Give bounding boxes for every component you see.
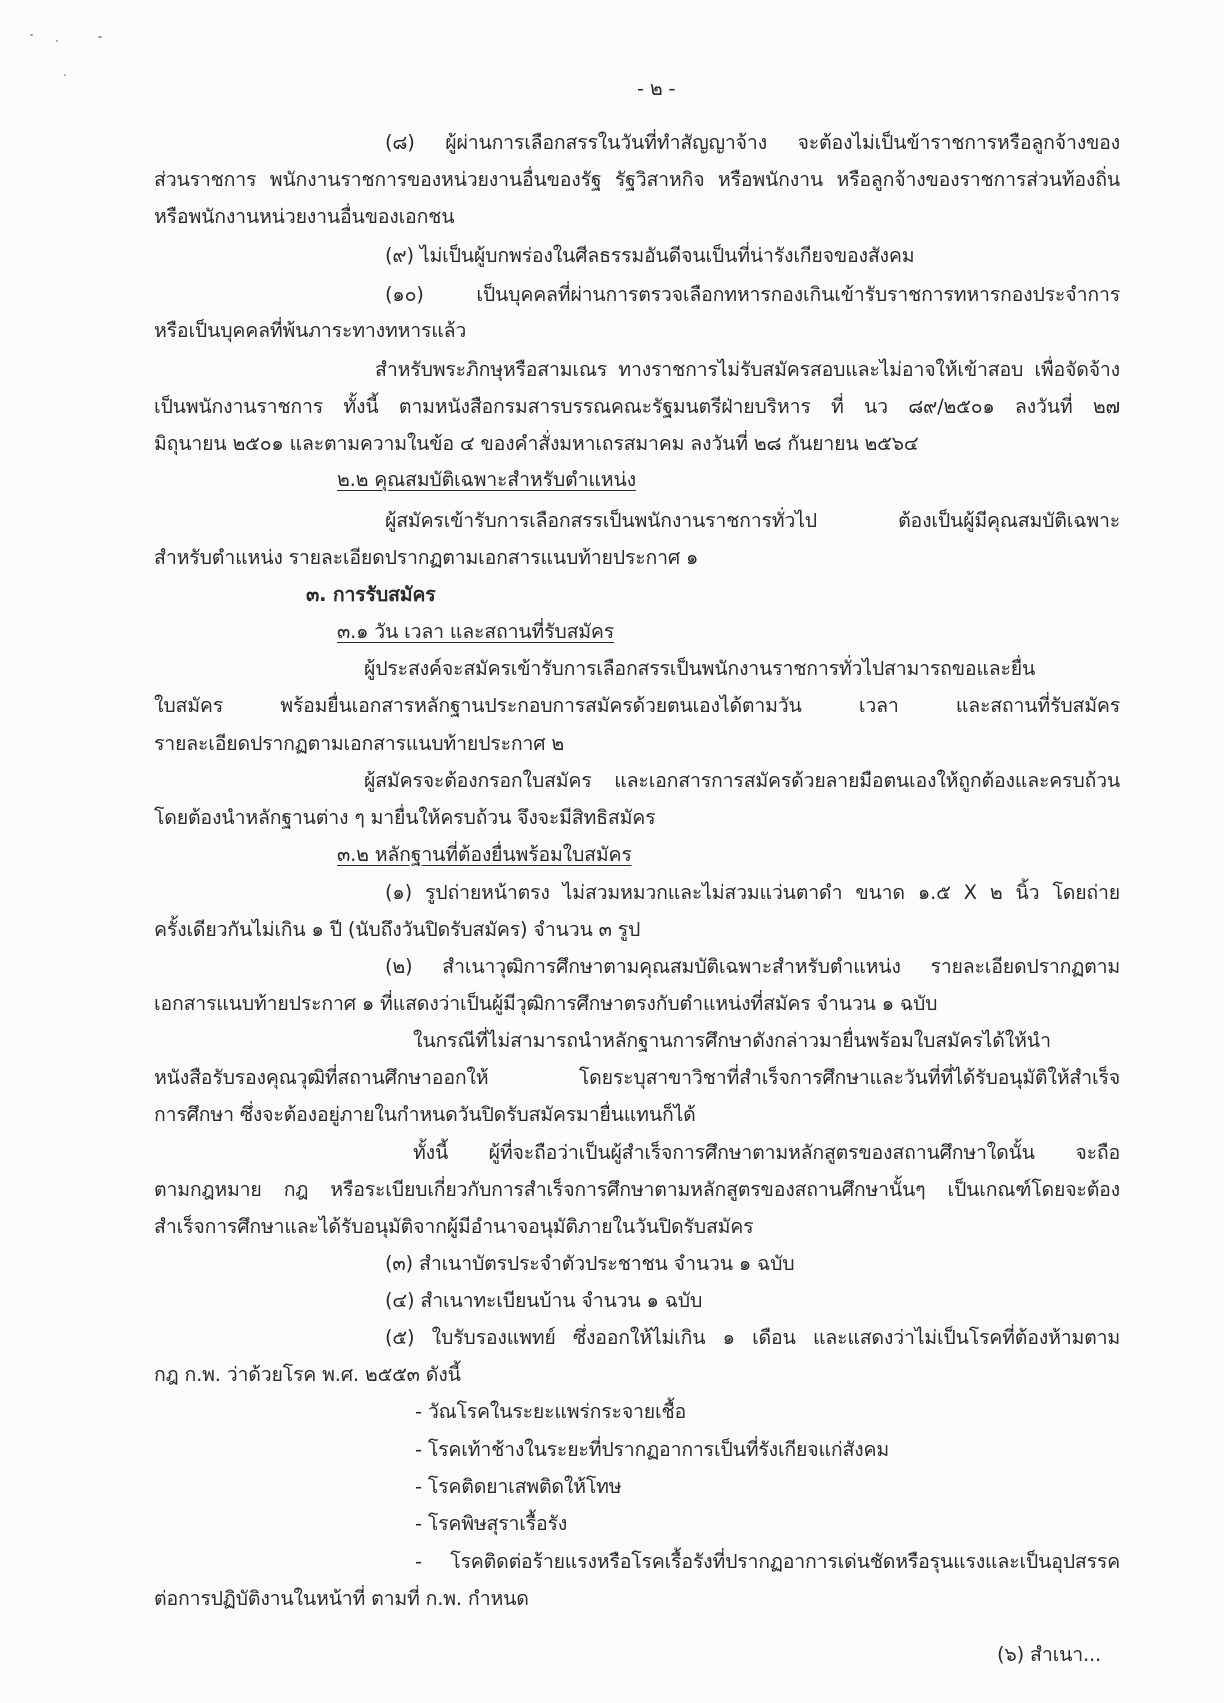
text-line: (๔) สำเนาทะเบียนบ้าน จำนวน ๑ ฉบับ [385, 1289, 703, 1312]
text-line: ครั้งเดียวกันไม่เกิน ๑ ปี (นับถึงวันปิดรับสมัคร) จำนวน ๓ รูป [154, 918, 641, 941]
list-item: - โรคติดยาเสพติดให้โทษ [415, 1475, 622, 1498]
text-line: รายละเอียดปรากฏตามเอกสารแนบท้ายประกาศ ๒ [154, 732, 565, 755]
section-heading: ๓. การรับสมัคร [306, 583, 436, 606]
text-line: ส่วนราชการ พนักงานราชการของหน่วยงานอื่นของรัฐ รัฐวิสาหกิจ หรือพนักงาน หรือลูกจ้างของราชการส่วนท้องถิ่น [154, 168, 1120, 191]
text-line: (๘) ผู้ผ่านการเลือกสรรในวันที่ทำสัญญาจ้าง จะต้องไม่เป็นข้าราชการหรือลูกจ้างของ [385, 131, 1120, 154]
text-line: (๓) สำเนาบัตรประจำตัวประชาชน จำนวน ๑ ฉบับ [385, 1252, 795, 1275]
list-item: - วัณโรคในระยะแพร่กระจายเชื้อ [415, 1400, 687, 1423]
list-item: - โรคเท้าช้างในระยะที่ปรากฏอาการเป็นที่รังเกียจแก่สังคม [415, 1438, 889, 1461]
text-line: เอกสารแนบท้ายประกาศ ๑ ที่แสดงว่าเป็นผู้มีวุฒิการศึกษาตรงกับตำแหน่งที่สมัคร จำนวน ๑ ฉบับ [154, 992, 938, 1015]
continuation-marker: (๖) สำเนา... [997, 1643, 1101, 1666]
text-line: สำหรับตำแหน่ง รายละเอียดปรากฏตามเอกสารแนบท้ายประกาศ ๑ [154, 546, 699, 569]
text-line: (๑๐) เป็นบุคคลที่ผ่านการตรวจเลือกทหารกองเกินเข้ารับราชการทหารกองประจำการ [385, 283, 1120, 306]
text-line: ตามกฎหมาย กฎ หรือระเบียบเกี่ยวกับการสำเร็จการศึกษาตามหลักสูตรของสถานศึกษานั้นๆ เป็นเกณฑ์โดยจะต้อง [154, 1178, 1120, 1201]
text-line: หนังสือรับรองคุณวุฒิที่สถานศึกษาออกให้ โดยระบุสาขาวิชาที่สำเร็จการศึกษาและวันที่ที่ได้รับอนุมัติให้สำเร็จ [154, 1066, 1120, 1089]
text-line: ใบสมัคร พร้อมยื่นเอกสารหลักฐานประกอบการสมัครด้วยตนเองได้ตามวัน เวลา และสถานที่รับสมัคร [154, 694, 1120, 717]
text-line: หรือพนักงานหน่วยงานอื่นของเอกชน [154, 205, 455, 228]
text-line: (๑) รูปถ่ายหน้าตรง ไม่สวมหมวกและไม่สวมแว่นตาดำ ขนาด ๑.๕ X ๒ นิ้ว โดยถ่าย [385, 881, 1120, 904]
page-number: - ๒ - [637, 77, 676, 100]
text-line: การศึกษา ซึ่งจะต้องอยู่ภายในกำหนดวันปิดรับสมัครมายื่นแทนก็ได้ [154, 1103, 696, 1126]
section-heading: ๒.๒ คุณสมบัติเฉพาะสำหรับตำแหน่ง [337, 468, 636, 491]
list-item: - โรคพิษสุราเรื้อรัง [415, 1512, 568, 1535]
section-heading: ๓.๒ หลักฐานที่ต้องยื่นพร้อมใบสมัคร [337, 843, 632, 866]
text-line: โดยต้องนำหลักฐานต่าง ๆ มายื่นให้ครบถ้วน จึงจะมีสิทธิสมัคร [154, 806, 656, 829]
text-line: หรือเป็นบุคคลที่พ้นภาระทางทหารแล้ว [154, 319, 467, 342]
text-line: (๒) สำเนาวุฒิการศึกษาตามคุณสมบัติเฉพาะสำหรับตำแหน่ง รายละเอียดปรากฏตาม [385, 955, 1120, 978]
text-line: ต่อการปฏิบัติงานในหน้าที่ ตามที่ ก.พ. กำหนด [154, 1587, 529, 1610]
text-line: สำเร็จการศึกษาและได้รับอนุมัติจากผู้มีอำนาจอนุมัติภายในวันปิดรับสมัคร [154, 1215, 754, 1238]
text-line: ผู้ประสงค์จะสมัครเข้ารับการเลือกสรรเป็นพนักงานราชการทั่วไปสามารถขอและยื่น [364, 657, 1036, 680]
text-line: ทั้งนี้ ผู้ที่จะถือว่าเป็นผู้สำเร็จการศึกษาตามหลักสูตรของสถานศึกษาใดนั้น จะถือ [413, 1141, 1120, 1164]
text-line: ผู้สมัครจะต้องกรอกใบสมัคร และเอกสารการสมัครด้วยลายมือตนเองให้ถูกต้องและครบถ้วน [364, 769, 1120, 792]
list-item: - โรคติดต่อร้ายแรงหรือโรคเรื้อรังที่ปรากฏอาการเด่นชัดหรือรุนแรงและเป็นอุปสรรค [415, 1550, 1120, 1573]
text-line: สำหรับพระภิกษุหรือสามเณร ทางราชการไม่รับสมัครสอบและไม่อาจให้เข้าสอบ เพื่อจัดจ้าง [375, 358, 1120, 381]
text-line: (๙) ไม่เป็นผู้บกพร่องในศีลธรรมอันดีจนเป็นที่น่ารังเกียจของสังคม [385, 244, 915, 267]
text-line: (๕) ใบรับรองแพทย์ ซึ่งออกให้ไม่เกิน ๑ เดือน และแสดงว่าไม่เป็นโรคที่ต้องห้ามตาม [385, 1326, 1120, 1349]
text-line: เป็นพนักงานราชการ ทั้งนี้ ตามหนังสือกรมสารบรรณคณะรัฐมนตรีฝ่ายบริหาร ที่ นว ๘๙/๒๕๐๑ ลงวันที่ ๒๗ [154, 395, 1121, 418]
section-heading: ๓.๑ วัน เวลา และสถานที่รับสมัคร [337, 620, 615, 643]
text-line: ในกรณีที่ไม่สามารถนำหลักฐานการศึกษาดังกล่าวมายื่นพร้อมใบสมัครได้ให้นำ [413, 1029, 1051, 1052]
text-line: มิถุนายน ๒๕๐๑ และตามความในข้อ ๔ ของคำสั่งมหาเถรสมาคม ลงวันที่ ๒๘ กันยายน ๒๕๖๔ [154, 432, 919, 455]
text-line: กฎ ก.พ. ว่าด้วยโรค พ.ศ. ๒๕๕๓ ดังนี้ [154, 1363, 461, 1386]
text-line: ผู้สมัครเข้ารับการเลือกสรรเป็นพนักงานราชการทั่วไป ต้องเป็นผู้มีคุณสมบัติเฉพาะ [385, 509, 1120, 532]
